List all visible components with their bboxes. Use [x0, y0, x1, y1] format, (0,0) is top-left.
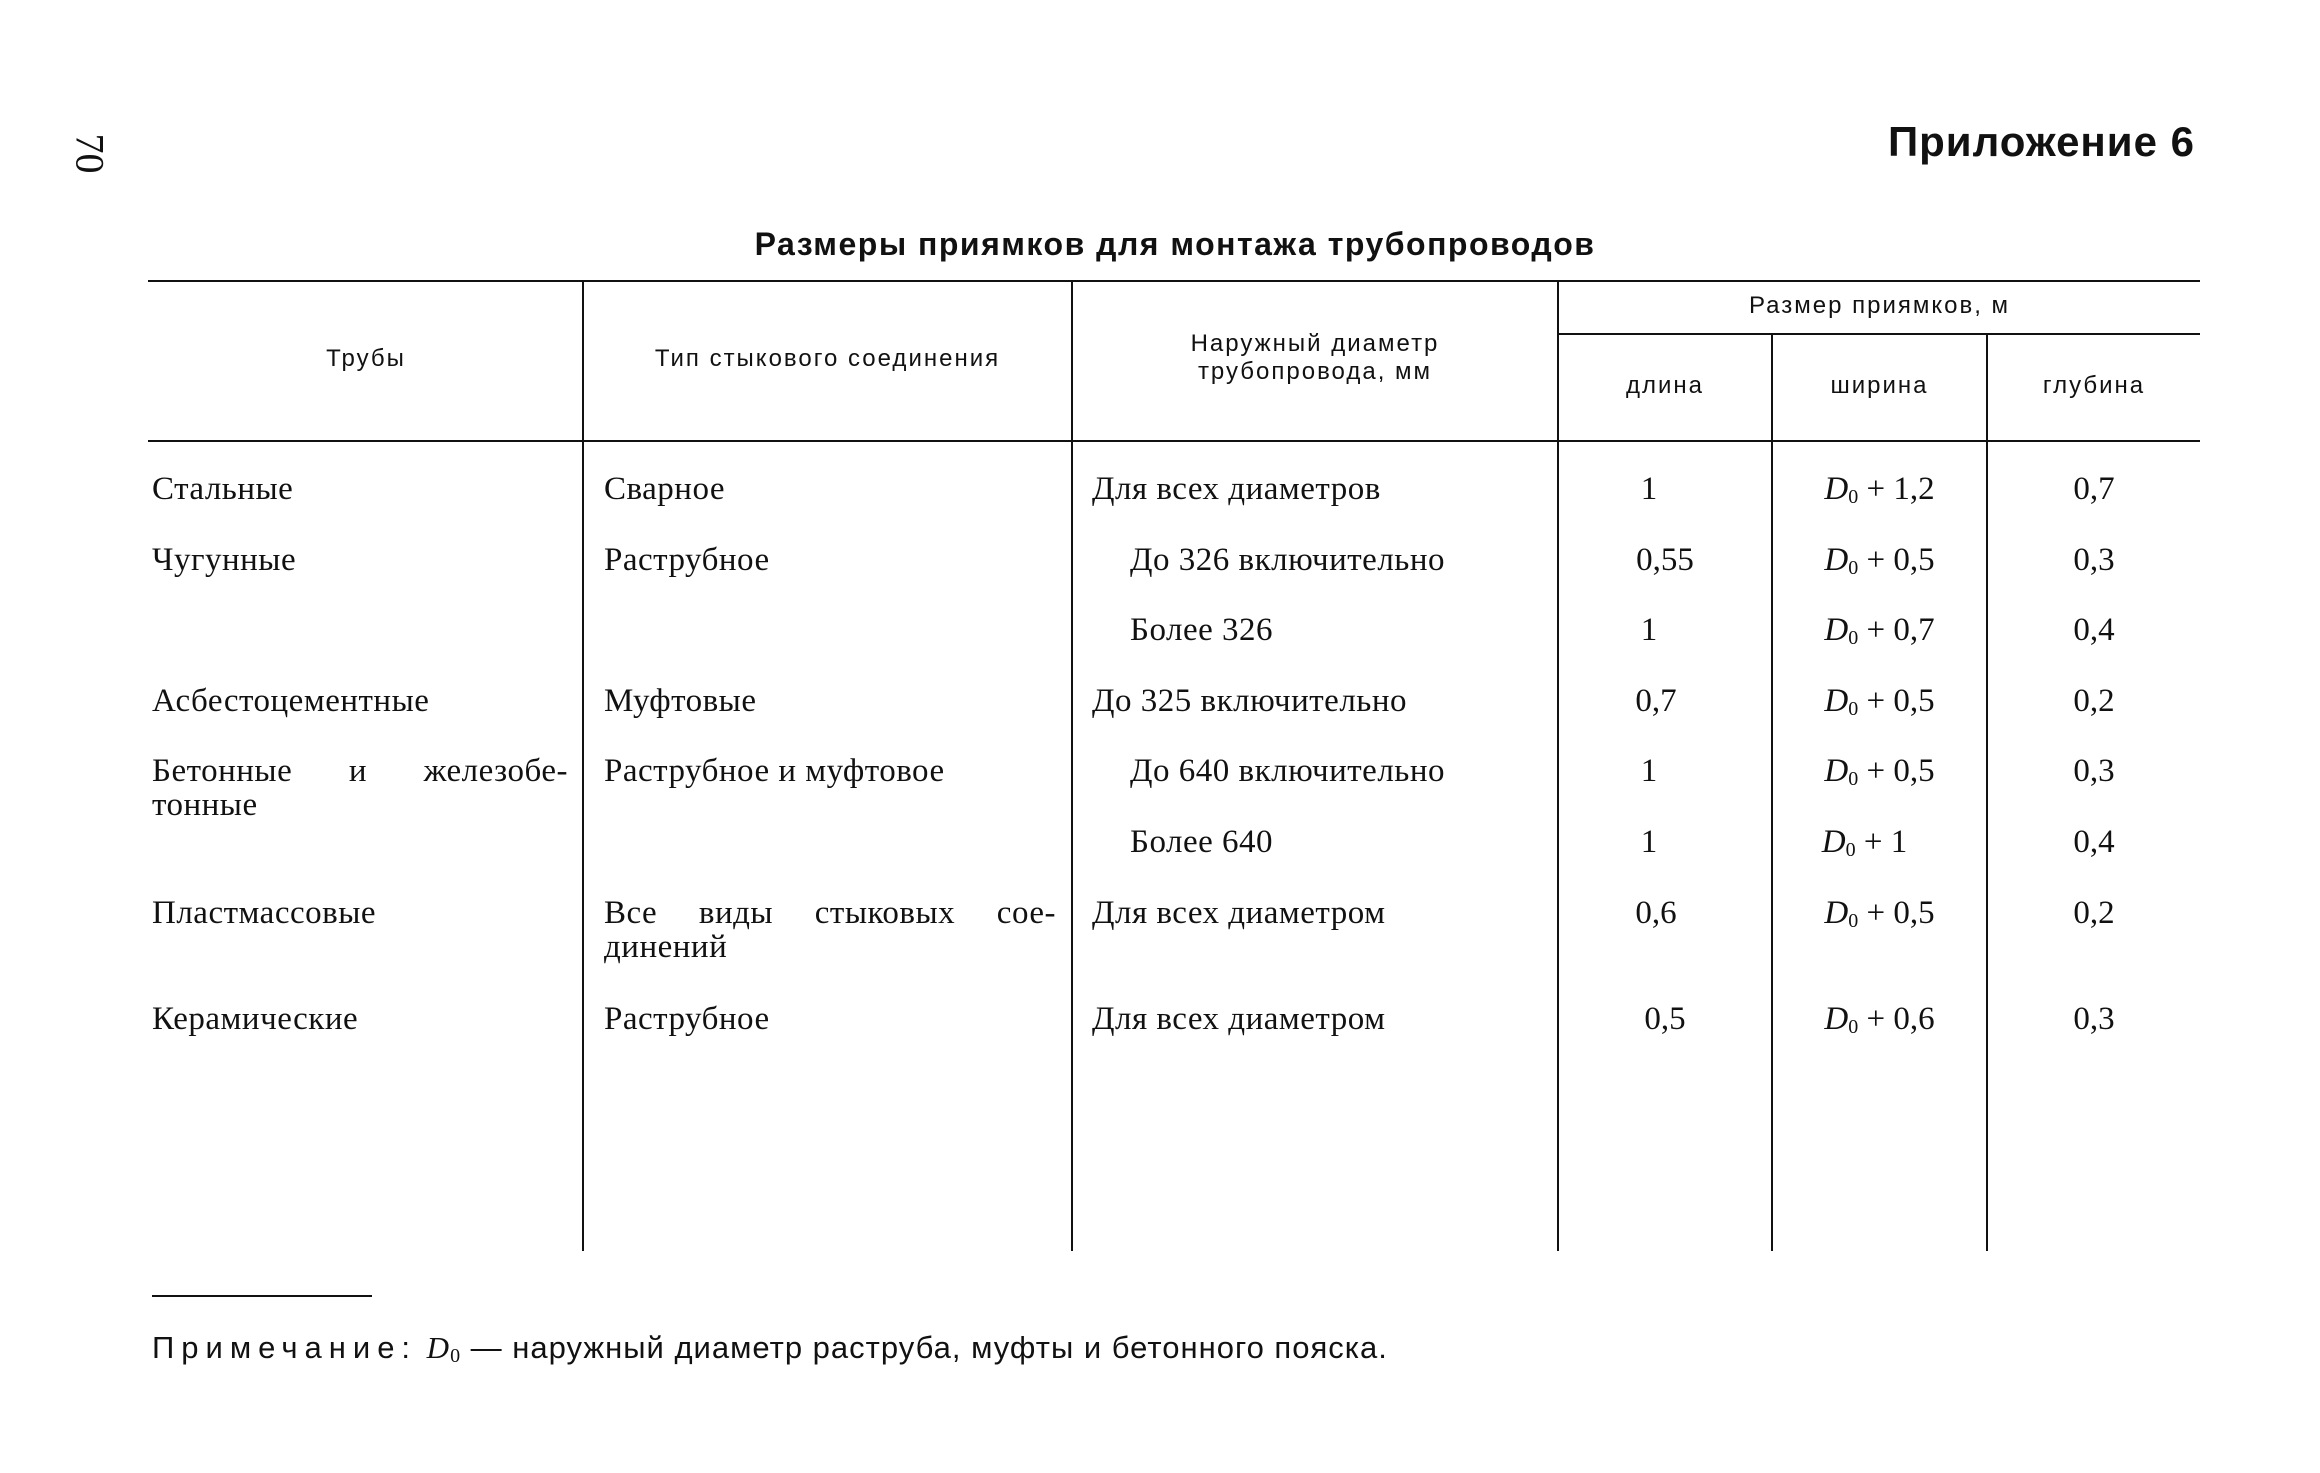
header-width: ширина [1830, 372, 1929, 399]
cell-joint [604, 896, 1056, 964]
d0-subscript: 0 [1848, 698, 1859, 720]
cell-diameter: Для всех диаметров [1092, 471, 1381, 507]
d0-symbol: D [1824, 542, 1849, 578]
cell-diameter: Для всех диаметром [1092, 895, 1386, 931]
d0-subscript: 0 [1845, 839, 1856, 861]
page-number: 70 [67, 133, 113, 174]
width-formula: + 0,5 [1858, 542, 1935, 578]
width-formula: + 1 [1855, 824, 1908, 860]
cell-pipe: Чугунные [152, 542, 297, 578]
d0-symbol: D [1824, 471, 1849, 507]
table-top-rule [148, 280, 2200, 282]
cell-pipe-line1: Бетонные и железобе- [152, 753, 568, 789]
cell-pipe: Асбестоцементные [152, 683, 430, 719]
header-bottom-rule [148, 440, 2200, 442]
cell-depth: 0,2 [2073, 683, 2115, 719]
width-formula: + 0,5 [1858, 753, 1935, 789]
d0-subscript: 0 [1848, 486, 1859, 508]
cell-depth: 0,3 [2073, 542, 2115, 578]
d0-subscript: 0 [1848, 910, 1859, 932]
d0-subscript: 0 [1848, 627, 1859, 649]
cell-diameter: До 325 включительно [1092, 683, 1407, 719]
d0-symbol: D [1824, 895, 1849, 931]
width-formula: + 0,5 [1858, 895, 1935, 931]
cell-length: 1 [1640, 753, 1658, 789]
cell-length: 1 [1640, 471, 1658, 507]
cell-length: 1 [1640, 824, 1658, 860]
footnote-text: — наружный диаметр раструба, муфты и бетонного пояска. [461, 1330, 1388, 1365]
cell-depth: 0,3 [2073, 1001, 2115, 1037]
table-title: Размеры приямков для монтажа трубопроводов [754, 226, 1596, 262]
d0-symbol: D [426, 1330, 451, 1365]
footnote-label: Примечание: [152, 1330, 418, 1365]
cell-diameter: Для всех диаметром [1092, 1001, 1386, 1037]
header-outer-diameter-line1: Наружный диаметр [1190, 330, 1440, 357]
appendix-label: Приложение 6 [1887, 118, 2195, 165]
column-divider [582, 281, 584, 1251]
d0-symbol: D [1824, 1001, 1849, 1037]
cell-joint-line2: динений [604, 929, 728, 965]
cell-width [1773, 543, 1986, 585]
cell-pipe: Керамические [152, 1001, 359, 1037]
cell-pipe: Пластмассовые [152, 895, 377, 931]
cell-length: 0,7 [1635, 683, 1677, 719]
d0-subscript: 0 [1848, 1016, 1859, 1038]
cell-pipe-line2: тонные [152, 787, 258, 823]
cell-diameter: Более 640 [1130, 824, 1274, 860]
cell-width [1773, 684, 1986, 726]
cell-joint: Сварное [604, 471, 726, 507]
cell-depth: 0,4 [2073, 824, 2115, 860]
width-formula: + 0,7 [1858, 612, 1935, 648]
cell-width [1773, 1002, 1986, 1044]
cell-length: 0,6 [1635, 895, 1677, 931]
width-formula: + 0,5 [1858, 683, 1935, 719]
cell-depth: 0,3 [2073, 753, 2115, 789]
cell-depth: 0,2 [2073, 895, 2115, 931]
cell-width [1773, 754, 1986, 796]
header-depth: глубина [2042, 372, 2146, 399]
header-pit-size: Размер приямков, м [1748, 292, 2011, 319]
cell-joint: Раструбное [604, 542, 770, 578]
cell-pipe [152, 754, 568, 822]
header-pipes: Трубы [326, 345, 406, 372]
column-divider [1071, 281, 1073, 1251]
cell-joint: Муфтовые [604, 683, 757, 719]
cell-width [1773, 825, 1986, 867]
header-outer-diameter-line2: трубопровода, мм [1197, 358, 1433, 385]
cell-diameter: Более 326 [1130, 612, 1274, 648]
d0-subscript: 0 [450, 1345, 462, 1367]
header-outer-diameter [1073, 330, 1557, 386]
d0-subscript: 0 [1848, 557, 1859, 579]
header-joint-type: Тип стыкового соединения [654, 345, 1001, 372]
width-formula: + 1,2 [1858, 471, 1935, 507]
cell-joint: Раструбное [604, 1001, 770, 1037]
cell-diameter: До 640 включительно [1130, 753, 1445, 789]
cell-width [1773, 896, 1986, 938]
cell-depth: 0,4 [2073, 612, 2115, 648]
d0-subscript: 0 [1848, 768, 1859, 790]
cell-depth: 0,7 [2073, 471, 2115, 507]
cell-length: 1 [1640, 612, 1658, 648]
d0-symbol: D [1821, 824, 1846, 860]
footnote [152, 1330, 1388, 1368]
cell-width [1773, 613, 1986, 655]
width-formula: + 0,6 [1858, 1001, 1935, 1037]
cell-joint: Раструбное и муфтовое [604, 753, 945, 789]
cell-diameter: До 326 включительно [1130, 542, 1445, 578]
d0-symbol: D [1824, 612, 1849, 648]
cell-joint-line1: Все виды стыковых сое- [604, 895, 1056, 931]
cell-length: 0,55 [1636, 542, 1694, 578]
d0-symbol: D [1824, 683, 1849, 719]
d0-symbol: D [1824, 753, 1849, 789]
pit-size-rule [1557, 333, 2200, 335]
cell-pipe: Стальные [152, 471, 294, 507]
footnote-rule [152, 1295, 372, 1297]
header-length: длина [1625, 372, 1704, 399]
cell-width [1773, 472, 1986, 514]
cell-length: 0,5 [1644, 1001, 1686, 1037]
